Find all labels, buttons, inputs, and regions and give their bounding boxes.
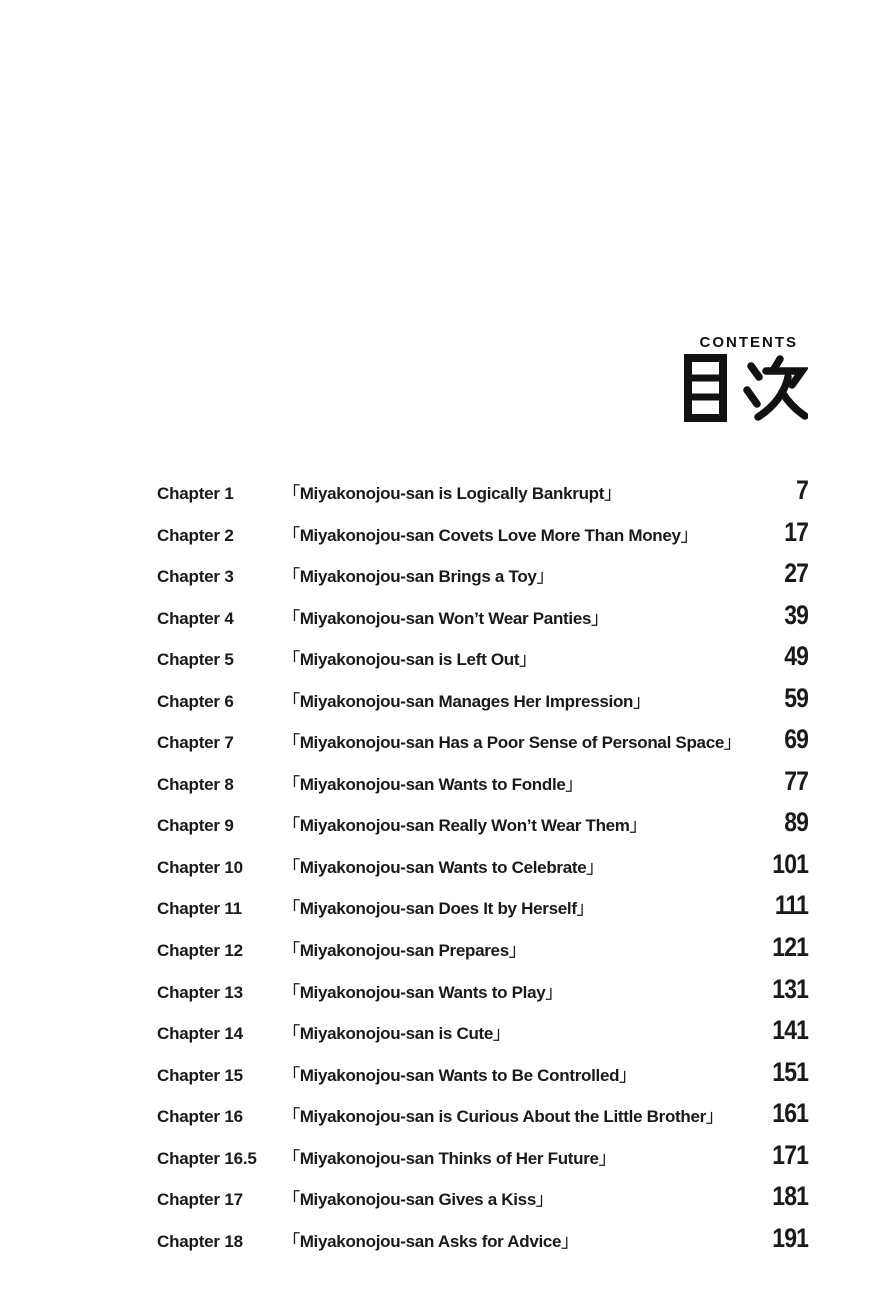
chapter-label: Chapter 2 xyxy=(157,525,234,545)
chapter-title: 「Miyakonojou-san Wants to Celebrate」 xyxy=(283,857,604,877)
page-number: 17 xyxy=(784,516,808,547)
page-number: 77 xyxy=(784,765,808,796)
toc-row xyxy=(157,1057,808,1099)
toc-row xyxy=(157,1015,808,1057)
chapter-title: 「Miyakonojou-san Does It by Herself」 xyxy=(283,899,594,919)
toc-row xyxy=(157,974,808,1016)
toc-row xyxy=(157,849,808,891)
toc-row xyxy=(157,558,808,600)
chapter-label: Chapter 16.5 xyxy=(157,1148,257,1168)
chapter-label: Chapter 7 xyxy=(157,733,234,753)
page-number: 171 xyxy=(772,1139,808,1170)
kanji-ji-icon xyxy=(742,354,808,422)
page-number: 101 xyxy=(772,848,808,879)
page-number: 49 xyxy=(784,641,808,672)
chapter-label: Chapter 8 xyxy=(157,774,234,794)
page-number: 141 xyxy=(772,1015,808,1046)
chapter-label: Chapter 5 xyxy=(157,650,234,670)
toc-row xyxy=(157,517,808,559)
toc-row xyxy=(157,641,808,683)
page-number: 69 xyxy=(784,724,808,755)
toc-row xyxy=(157,890,808,932)
chapter-title: 「Miyakonojou-san is Left Out」 xyxy=(283,650,536,670)
toc-row xyxy=(157,724,808,766)
chapter-label: Chapter 4 xyxy=(157,608,234,628)
chapter-label: Chapter 3 xyxy=(157,567,234,587)
chapter-label: Chapter 11 xyxy=(157,899,242,919)
toc-row xyxy=(157,932,808,974)
page-number: 151 xyxy=(772,1056,808,1087)
chapter-title: 「Miyakonojou-san Gives a Kiss」 xyxy=(283,1190,553,1210)
toc-row xyxy=(157,600,808,642)
chapter-title: 「Miyakonojou-san Wants to Fondle」 xyxy=(283,774,583,794)
chapter-title: 「Miyakonojou-san Wants to Play」 xyxy=(283,982,563,1002)
kanji-me-icon xyxy=(682,354,729,422)
toc-row xyxy=(157,683,808,725)
toc-header xyxy=(682,334,808,422)
page-number: 131 xyxy=(772,973,808,1004)
chapter-title: 「Miyakonojou-san Has a Poor Sense of Personal Space」 xyxy=(283,733,741,753)
page-number: 191 xyxy=(772,1222,808,1253)
chapter-label: Chapter 12 xyxy=(157,941,243,961)
chapter-label: Chapter 6 xyxy=(157,691,234,711)
chapter-label: Chapter 14 xyxy=(157,1024,243,1044)
chapter-title: 「Miyakonojou-san is Curious About the Little Brother」 xyxy=(283,1107,723,1127)
chapter-label: Chapter 15 xyxy=(157,1065,243,1085)
page-number: 7 xyxy=(796,475,808,505)
chapter-label: Chapter 9 xyxy=(157,816,234,836)
chapter-title: 「Miyakonojou-san Asks for Advice」 xyxy=(283,1231,578,1251)
chapter-label: Chapter 17 xyxy=(157,1190,243,1210)
page-number: 39 xyxy=(784,599,808,630)
page-number: 161 xyxy=(772,1098,808,1129)
page-number: 27 xyxy=(784,558,808,589)
page-number: 89 xyxy=(784,807,808,838)
chapter-title: 「Miyakonojou-san is Logically Bankrupt」 xyxy=(283,484,621,503)
page-number: 59 xyxy=(784,682,808,713)
chapter-title: 「Miyakonojou-san is Cute」 xyxy=(283,1024,510,1044)
toc-row xyxy=(157,1223,808,1265)
toc-row xyxy=(157,1140,808,1182)
japanese-title-icon xyxy=(682,354,808,422)
toc-row xyxy=(157,475,808,517)
chapter-title: 「Miyakonojou-san Manages Her Impression」 xyxy=(283,691,650,711)
contents-label: CONTENTS xyxy=(699,334,798,351)
chapter-title: 「Miyakonojou-san Wants to Be Controlled」 xyxy=(283,1065,636,1085)
toc-list xyxy=(157,475,808,1264)
page-number: 181 xyxy=(772,1181,808,1212)
page-number: 121 xyxy=(772,932,808,963)
toc-row xyxy=(157,766,808,808)
chapter-title: 「Miyakonojou-san Covets Love More Than Money」 xyxy=(283,525,698,545)
chapter-label: Chapter 16 xyxy=(157,1107,243,1127)
toc-row xyxy=(157,1098,808,1140)
chapter-title: 「Miyakonojou-san Really Won’t Wear Them」 xyxy=(283,816,647,836)
page-number: 111 xyxy=(774,890,808,921)
toc-row xyxy=(157,807,808,849)
chapter-label: Chapter 18 xyxy=(157,1231,243,1251)
chapter-label: Chapter 10 xyxy=(157,857,243,877)
chapter-label: Chapter 13 xyxy=(157,982,243,1002)
chapter-title: 「Miyakonojou-san Thinks of Her Future」 xyxy=(283,1148,616,1168)
chapter-title: 「Miyakonojou-san Prepares」 xyxy=(283,941,526,961)
chapter-label: Chapter 1 xyxy=(157,484,234,503)
chapter-title: 「Miyakonojou-san Brings a Toy」 xyxy=(283,567,554,587)
toc-row xyxy=(157,1181,808,1223)
chapter-title: 「Miyakonojou-san Won’t Wear Panties」 xyxy=(283,608,608,628)
